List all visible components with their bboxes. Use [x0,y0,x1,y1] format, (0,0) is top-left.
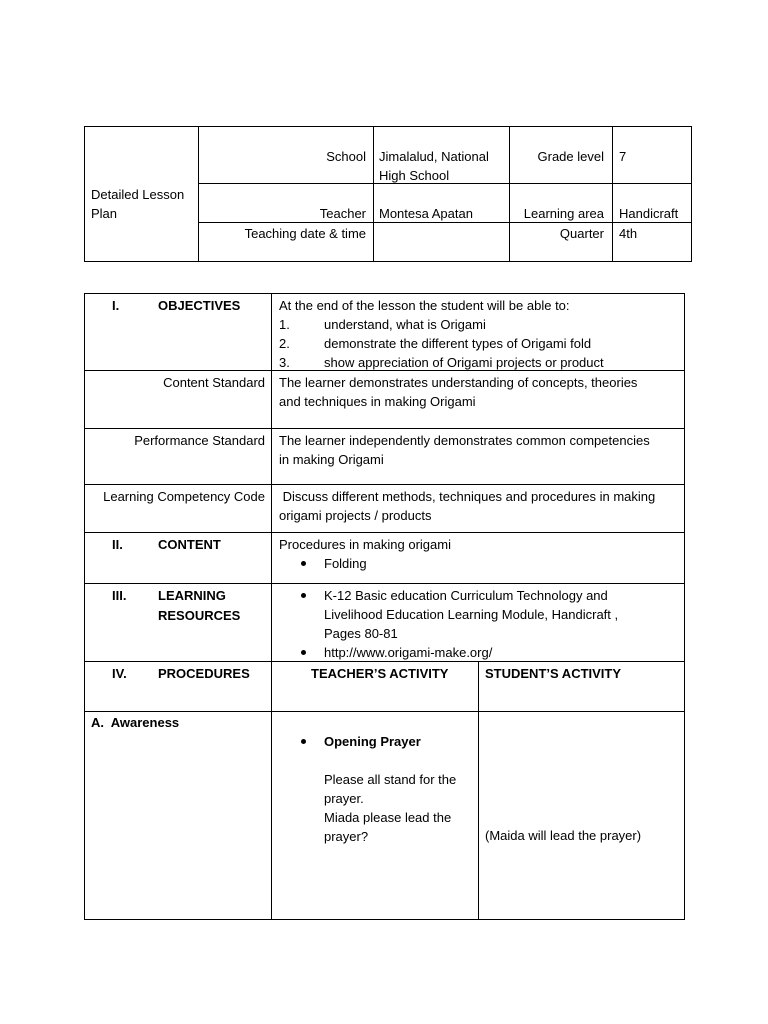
school-value-line2: High School [379,168,450,183]
rule [198,126,199,262]
document-title-line2: Plan [91,206,118,221]
teacher-label: Teacher [319,206,366,221]
teacher-value: Montesa Apatan [379,206,473,221]
resources-heading: LEARNING [158,588,226,603]
performance-standard-text: in making Origami [279,452,384,467]
opening-prayer-title: Opening Prayer [324,734,421,749]
content-text: Procedures in making origami [279,537,451,552]
document-title-line1: Detailed Lesson [91,187,185,202]
resource-text: Pages 80-81 [324,626,398,641]
procedures-heading: PROCEDURES [158,666,250,681]
teacher-activity-text: prayer. [324,791,364,806]
resource-text: K-12 Basic education Curriculum Technology and [324,588,608,603]
content-bullet-text: Folding [324,556,367,571]
objective-number: 3. [279,355,290,370]
objective-number: 2. [279,336,290,351]
quarter-label: Quarter [559,226,604,241]
objectives-numeral: I. [112,298,120,313]
learning-area-label: Learning area [523,206,604,221]
rule [84,711,685,712]
rule [612,126,613,262]
rule [509,126,510,262]
rule [691,126,692,262]
rule [84,126,692,127]
objectives-heading: OBJECTIVES [158,298,241,313]
school-value-line1: Jimalalud, National [379,149,489,164]
performance-standard-label: Performance Standard [134,433,265,448]
student-activity-header: STUDENT’S ACTIVITY [485,666,622,681]
objective-text: demonstrate the different types of Origami fold [324,336,592,351]
rule [478,661,479,920]
bullet-icon [301,593,306,598]
learning-area-value: Handicraft [619,206,679,221]
teaching-date-label: Teaching date & time [244,226,366,241]
grade-level-label: Grade level [537,149,604,164]
rule [84,583,685,584]
rule [84,293,685,294]
rule [84,484,685,485]
resource-text: Livelihood Education Learning Module, Handicraft , [324,607,619,622]
teacher-activity-text: Please all stand for the [324,772,457,787]
content-numeral: II. [112,537,123,552]
resources-numeral: III. [112,588,127,603]
school-label: School [326,149,366,164]
teacher-activity-text: Miada please lead the [324,810,452,825]
student-activity-text: (Maida will lead the prayer) [485,828,642,843]
resource-link[interactable]: http://www.origami-make.org/ [324,645,493,660]
rule [84,532,685,533]
rule [373,126,374,262]
procedures-numeral: IV. [112,666,127,681]
objective-number: 1. [279,317,290,332]
content-standard-text: The learner demonstrates understanding of concepts, theories [279,375,638,390]
grade-level-value: 7 [619,149,627,164]
performance-standard-text: The learner independently demonstrates common competencies [279,433,650,448]
teacher-activity-text: prayer? [324,829,369,844]
bullet-icon [301,650,306,655]
rule [84,261,692,262]
rule [684,293,685,920]
quarter-value: 4th [619,226,638,241]
competency-code-label: Learning Competency Code [103,489,265,504]
content-standard-label: Content Standard [163,375,265,390]
awareness-heading: A. Awareness [91,715,180,730]
objective-text: understand, what is Origami [324,317,486,332]
competency-text: origami projects / products [279,508,432,523]
rule [84,919,685,920]
rule [84,293,85,920]
content-standard-text: and techniques in making Origami [279,394,476,409]
teacher-activity-header: TEACHER’S ACTIVITY [311,666,449,681]
rule [271,293,272,920]
objectives-intro: At the end of the lesson the student will be able to: [279,298,570,313]
objective-text: show appreciation of Origami projects or product [324,355,604,370]
rule [84,428,685,429]
rule [84,126,85,262]
content-heading: CONTENT [158,537,221,552]
competency-text: Discuss different methods, techniques and procedures in making [279,489,656,504]
bullet-icon [301,561,306,566]
bullet-icon [301,739,306,744]
resources-heading: RESOURCES [158,608,241,623]
